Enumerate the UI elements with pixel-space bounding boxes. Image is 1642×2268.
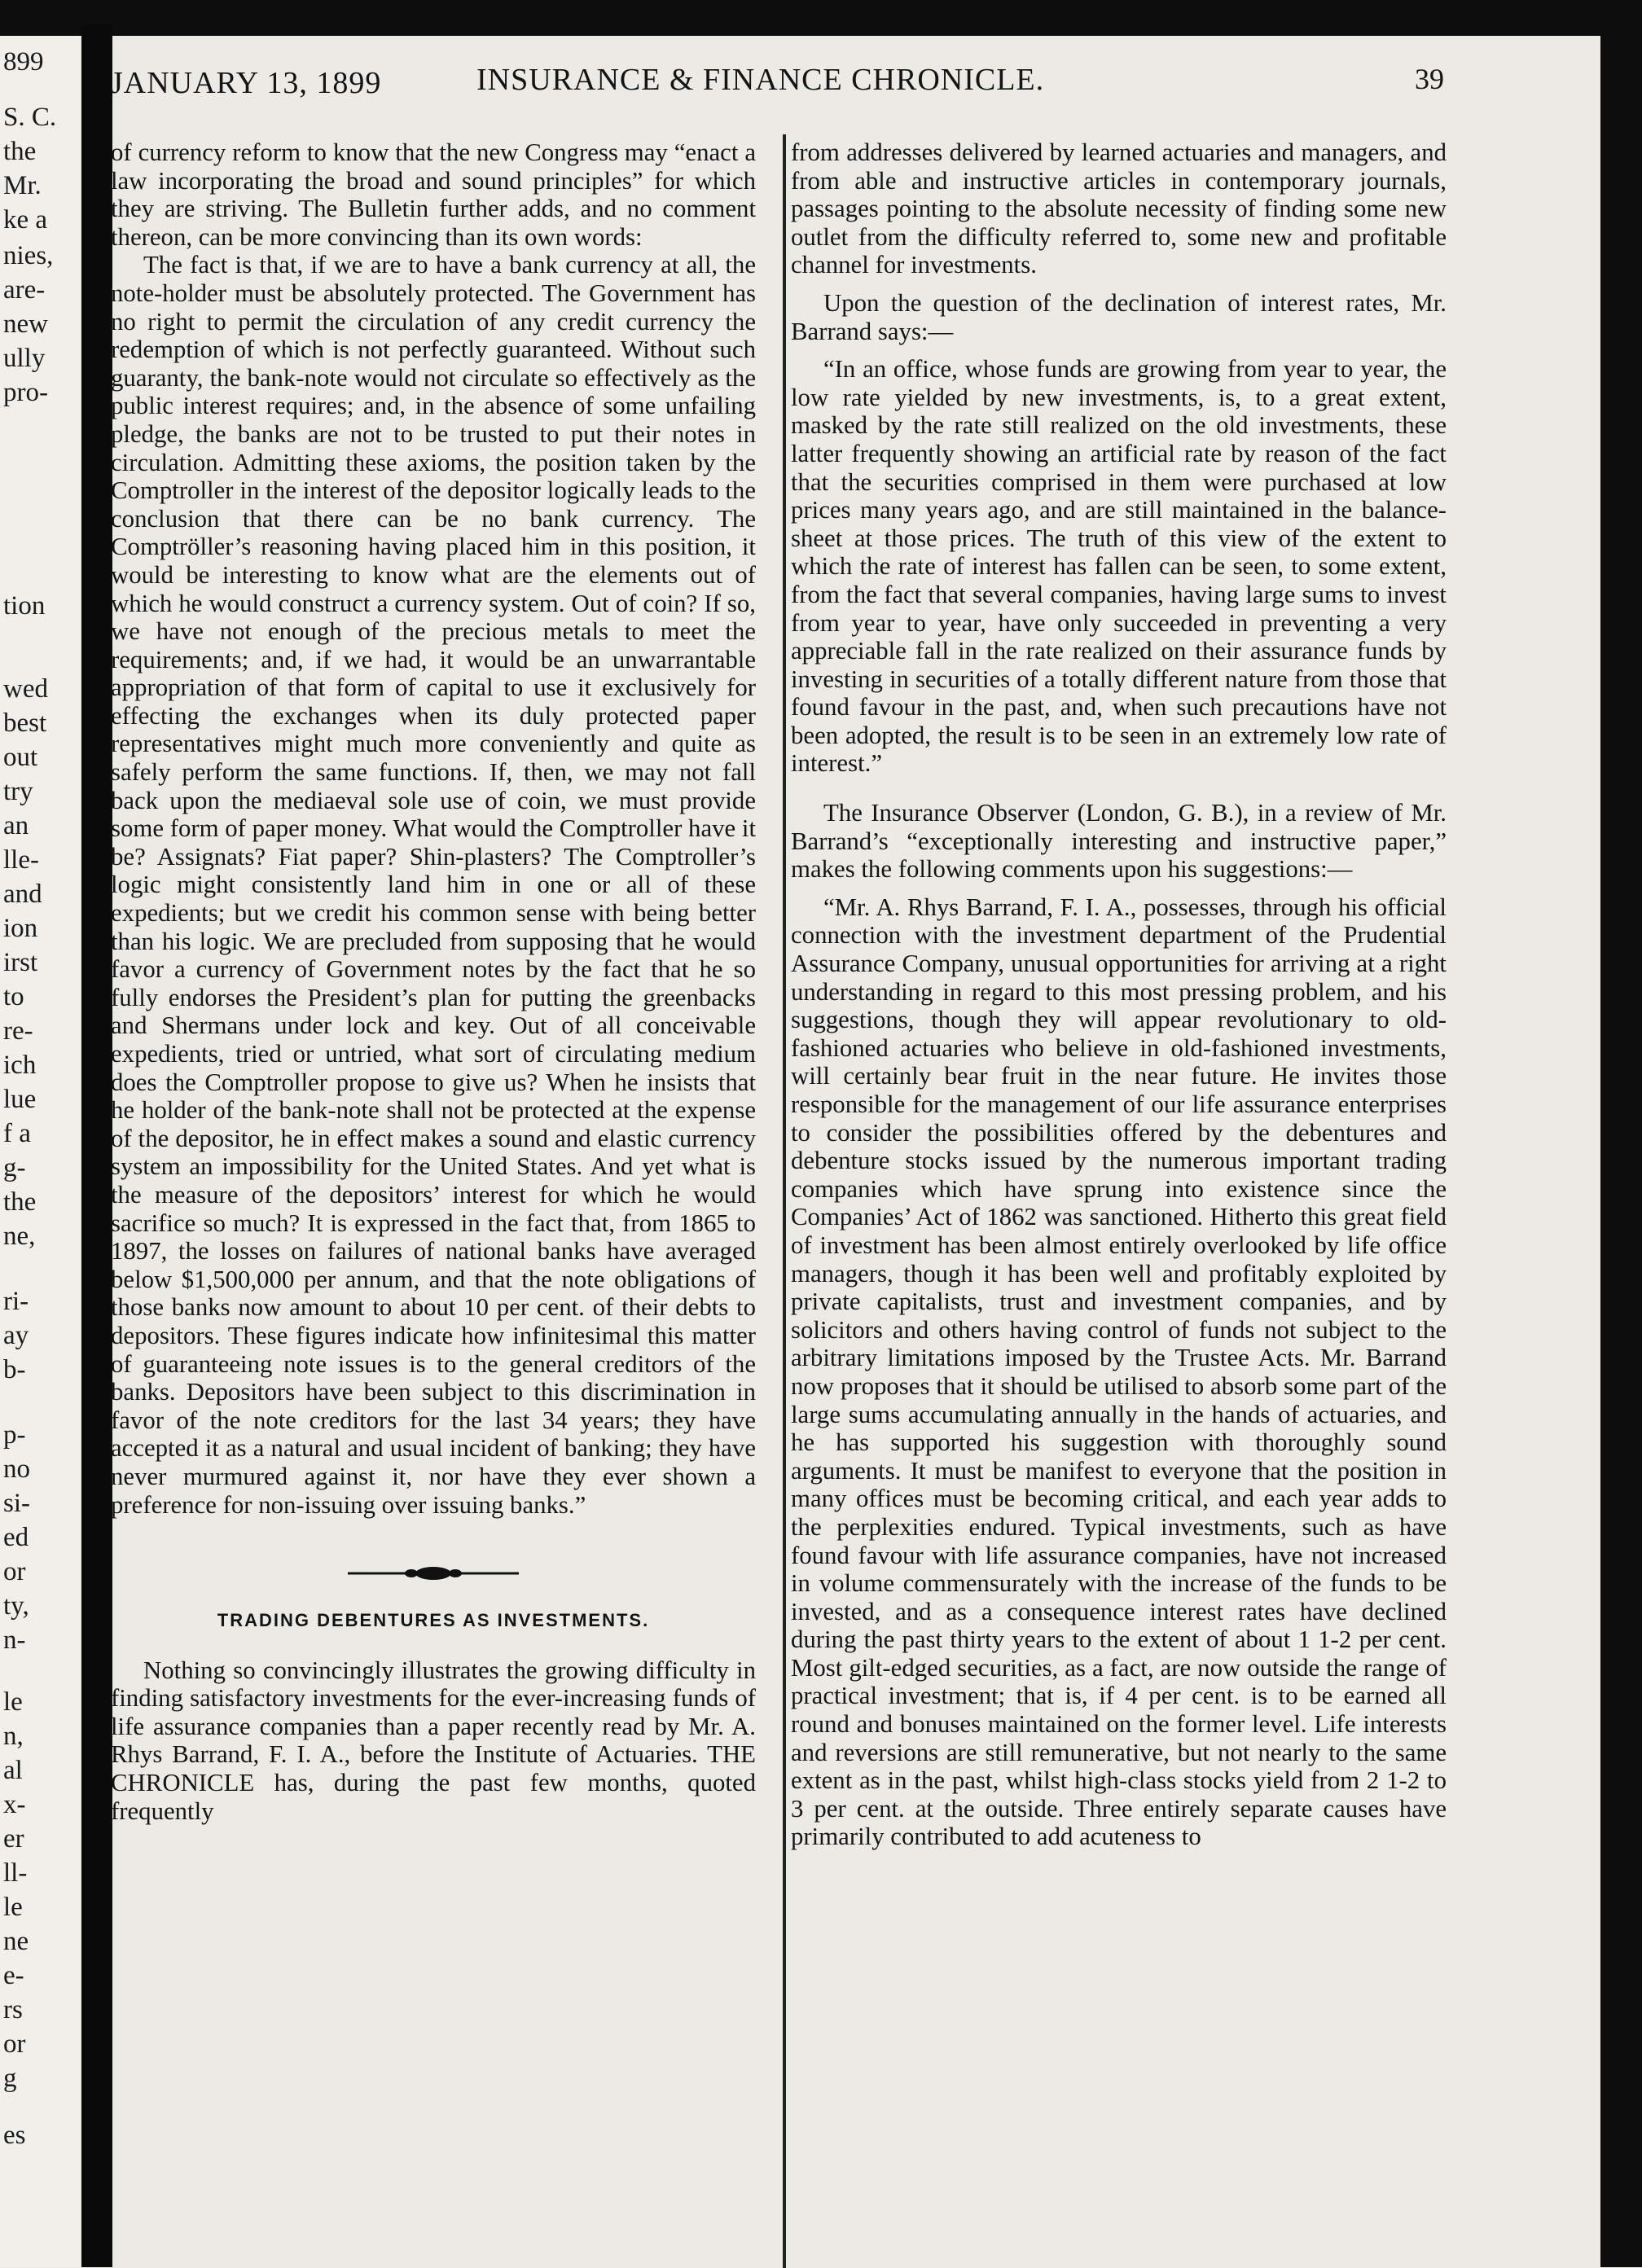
margin-fragment: le: [3, 1687, 23, 1717]
margin-fragment: wed: [3, 674, 48, 704]
margin-fragment: the: [3, 1187, 37, 1217]
page-header: [0, 59, 1642, 111]
scan-right-border: [1600, 0, 1642, 2267]
margin-fragment: to: [3, 982, 24, 1011]
margin-fragment: ri-: [3, 1287, 29, 1316]
margin-fragment: re-: [3, 1016, 33, 1046]
margin-fragment: irst: [3, 948, 38, 977]
margin-fragment: ll-: [3, 1858, 28, 1888]
margin-fragment: or: [3, 2029, 26, 2059]
margin-fragment: lue: [3, 1085, 37, 1114]
margin-fragment: ty,: [3, 1591, 29, 1621]
section-heading: TRADING DEBENTURES AS INVESTMENTS.: [217, 1610, 650, 1631]
margin-fragment: x-: [3, 1790, 26, 1819]
ornament-rule-icon: [348, 1566, 519, 1581]
quoted-paragraph: “Mr. A. Rhys Barrand, F. I. A., possesses, through his official connection with the investment department of the Prudential Assurance Company, unusual opportunities for arriving at a right understanding in regard to this most pressing problem, and his suggestions, though they will appear revolutionary to old-fashioned actuaries who believe in old-fashioned investments, will certainly bear fruit in the near future. He invites those responsible for the management of our life assurance enterprises to consider the possibilities offered by the debentures and debenture stocks issued by the numerous important trading companies which have sprung into existence since the Companies’ Act of 1862 was sanctioned. Hitherto this great field of investment has been almost entirely overlooked by life office managers, though it has been well and profitably exploited by private capitalists, trust and investment companies, and by solicitors and others having control of funds not subject to the arbitrary limitations imposed by the Trustee Acts. Mr. Barrand now proposes that it should be utilised to absorb some part of the large sums accumulating annually in the hands of actuaries, and he has supported his suggestion with thoroughly sound arguments. It must be manifest to everyone that the position in many offices must be becoming critical, and each year adds to the perplexities endured. Typical investments, such as have found favour with life assurance companies, have not increased in volume commensurately with the increase of the funds to be invested, and as a consequence interest rates have declined during the past thirty years to the extent of about 1 1-2 per cent. Most gilt-edged securities, as a fact, are now outside the range of practical investment; that is, if 4 per cent. is to be earned all round and bonuses maintained on the former level. Life interests and reversions are still remunerative, but not nearly to the same extent as in the past, whilst high-class stocks yield from 2 1-2 to 3 per cent. at the outside. Three entirely separate causes have primarily contributed to add acuteness to: [791, 893, 1447, 1851]
right-column: [791, 138, 1447, 1851]
publication-title: INSURANCE & FINANCE CHRONICLE.: [476, 63, 1045, 97]
margin-fragment: p-: [3, 1420, 26, 1450]
margin-fragment: n,: [3, 1722, 24, 1751]
section-ornament: [111, 1566, 756, 1581]
scan-top-border: [0, 0, 1642, 36]
margin-fragment: lle-: [3, 845, 39, 875]
margin-fragment: ion: [3, 914, 38, 943]
margin-fragment: no: [3, 1454, 30, 1484]
margin-fragment: al: [3, 1756, 23, 1785]
margin-fragment: si-: [3, 1489, 30, 1518]
paragraph: Upon the question of the declination of interest rates, Mr. Barrand says:—: [791, 288, 1447, 345]
margin-fragment: e-: [3, 1961, 24, 1990]
margin-fragment: nies,: [3, 241, 54, 270]
margin-fragment: Mr.: [3, 171, 42, 200]
margin-fragment: S. C.: [3, 103, 57, 132]
margin-fragment: tion: [3, 591, 46, 621]
margin-fragment: rs: [3, 1995, 23, 2025]
margin-fragment: pro-: [3, 378, 48, 407]
paragraph: Nothing so convincingly illustrates the growing difficulty in finding satisfactory investments for the ever-increasing funds of life assurance companies than a paper recently read by Mr. A. Rhys Barrand, F. I. A., before the Institute of Actuaries. THE CHRONICLE has, during the past few months, quoted frequently: [111, 1656, 756, 1825]
margin-fragment: f a: [3, 1119, 31, 1148]
page-number: 39: [1415, 63, 1444, 95]
margin-fragment: g-: [3, 1153, 26, 1182]
header-date: JANUARY 13, 1899: [111, 66, 382, 100]
column-divider: [783, 134, 786, 2268]
quoted-paragraph: “In an office, whose funds are growing from year to year, the low rate yielded by new investments, is, to a great extent, masked by the rate still realized on the old investments, these latter frequently showing an artificial rate by reason of the fact that the securities comprised in them were purchased at low prices many years ago, and are still maintained in the balance-sheet at those prices. The truth of this view of the extent to which the rate of interest has fallen can be seen, to some extent, from the fact that several companies, having large sums to invest from year to year, have only succeeded in preventing a very appreciable fall in the rate realized on their assurance funds by investing in securities of a totally different nature from those that found favour in the past, and, when such precautions have not been adopted, the result is to be seen in an extremely low rate of interest.”: [791, 355, 1447, 778]
left-column: [111, 138, 756, 1825]
margin-fragment: new: [3, 309, 48, 339]
margin-fragment: n-: [3, 1625, 26, 1655]
margin-fragment: ully: [3, 344, 46, 373]
margin-fragment: are-: [3, 275, 46, 305]
margin-fragment: ay: [3, 1321, 29, 1350]
paragraph: The Insurance Observer (London, G. B.), in a review of Mr. Barrand’s “exceptionally interesting and instructive paper,” makes the following comments upon his suggestions:—: [791, 799, 1447, 884]
margin-fragment: g: [3, 2064, 17, 2093]
margin-fragment: or: [3, 1557, 26, 1586]
margin-fragment: b-: [3, 1355, 26, 1384]
margin-fragment: the: [3, 137, 37, 166]
margin-fragment: and: [3, 880, 42, 909]
margin-fragment: er: [3, 1824, 24, 1853]
margin-fragment: ne,: [3, 1222, 36, 1251]
margin-fragment: an: [3, 811, 29, 840]
margin-fragment: le: [3, 1893, 23, 1922]
margin-fragment: ich: [3, 1051, 37, 1080]
margin-fragment: es: [3, 2121, 26, 2150]
margin-fragment: out: [3, 743, 38, 772]
margin-fragment: ed: [3, 1523, 29, 1552]
margin-fragment: best: [3, 708, 47, 738]
margin-fragment: 899: [3, 47, 44, 77]
paragraph: of currency reform to know that the new Congress may “enact a law incorporating the broad and sound principles” for which they are striving. The Bulletin further adds, and no comment thereon, can be more convincing than its own words:: [111, 138, 756, 251]
margin-fragment: ne: [3, 1927, 29, 1956]
binding-gutter: [81, 24, 112, 2267]
margin-fragment: ke a: [3, 205, 48, 235]
margin-fragment: try: [3, 777, 33, 806]
quoted-paragraph: The fact is that, if we are to have a bank currency at all, the note-holder must be absolutely protected. The Government has no right to permit the circulation of any credit currency the redemption of which is not perfectly guaranteed. Without such guaranty, the bank-note would not circulate so effectively as the public interest requires; and, in the absence of some unfailing pledge, the banks are not to be trusted to put their notes in circulation. Admitting these axioms, the position taken by the Comptroller in the interest of the depositor logically leads to the conclusion that there can be no bank currency. The Comptröller’s reasoning having placed him in this position, it would be interesting to know what are the elements out of which he would construct a currency system. Out of coin? If so, we have not enough of the precious metals to meet the requirements; and, if we had, it would be an unwarrantable appropriation of that form of capital to use it exclusively for effecting the exchanges when its duly protected paper representatives might much more conveniently and quite as safely perform the same functions. If, then, we may not fall back upon the mediaeval sole use of coin, we must provide some form of paper money. What would the Comptroller have it be? Assignats? Fiat paper? Shin-plasters? The Comptroller’s logic might consistently land him in one or all of these expedients; but we credit his common sense with being better than his logic. We are precluded from supposing that he would favor a currency of Government notes by the fact that he so fully endorses the President’s plan for putting the greenbacks and Shermans under lock and key. Out of all conceivable expedients, tried or untried, what sort of circulating medium does the Comptroller propose to give us? When he insists that he holder of the bank-note shall not be protected at the expense of the depositor, he in effect makes a sound and elastic currency system an impossibility for the United States. And yet what is the measure of the depositors’ interest for which he would sacrifice so much? It is expressed in the fact that, from 1865 to 1897, the losses on failures of national banks have averaged below $1,500,000 per annum, and that the note obligations of those banks now amount to about 10 per cent. of their debts to depositors. These figures indicate how infinitesimal this matter of guaranteeing note issues is to the general creditors of the banks. Depositors have been subject to this discrimination in favor of the note creditors for the last 34 years; they have accepted it as a natural and usual incident of banking; they have never murmured against it, nor have they ever shown a preference for non-issuing over issuing banks.”: [111, 251, 756, 1519]
paragraph: from addresses delivered by learned actuaries and managers, and from able and instructive articles in contemporary journals, passages pointing to the absolute necessity of finding some new outlet from the difficulty referred to, some new and profitable channel for investments.: [791, 138, 1447, 279]
